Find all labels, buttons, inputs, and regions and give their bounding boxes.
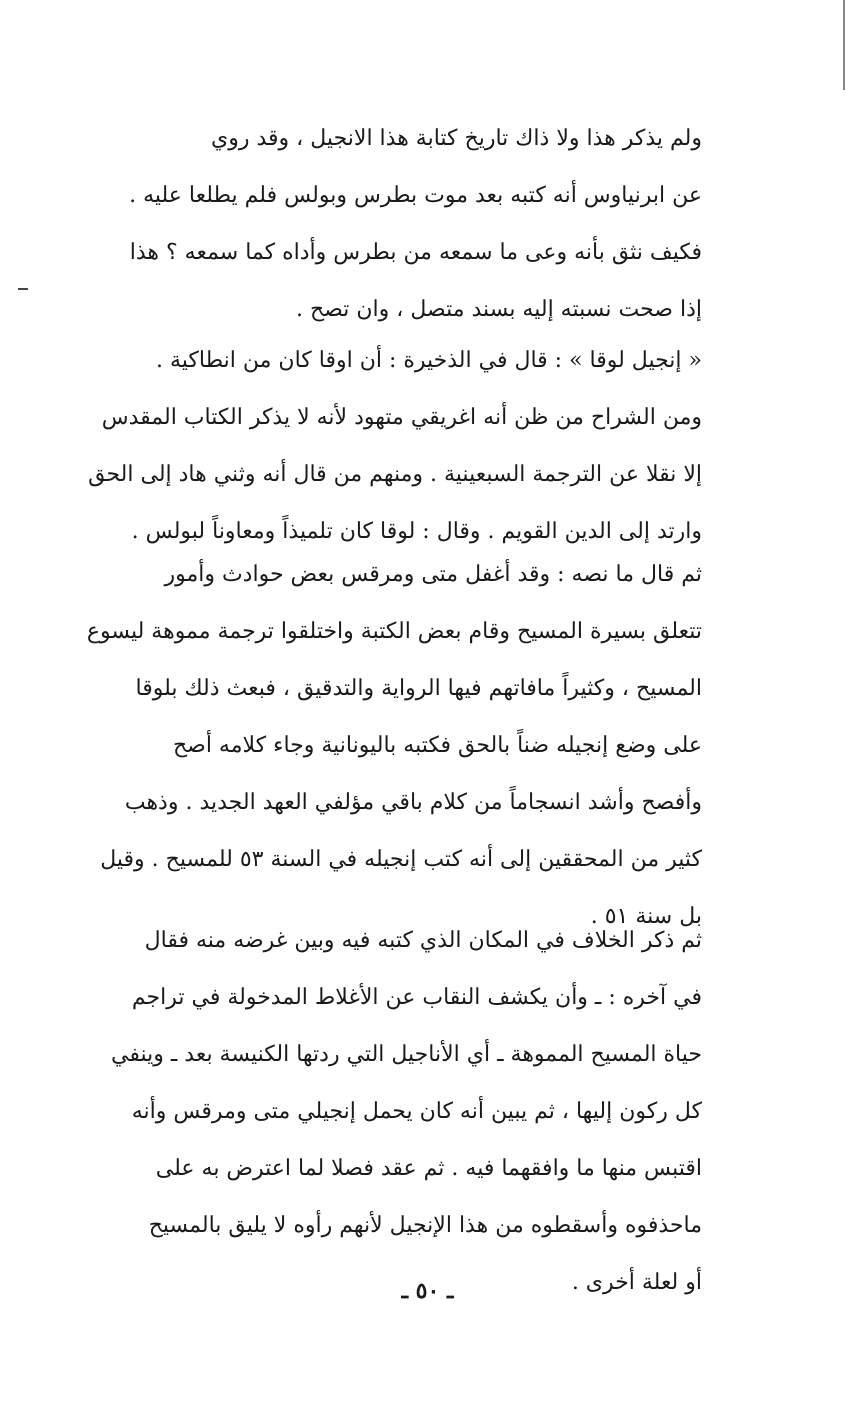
scan-speck [18, 288, 28, 290]
text-line: فكيف نثق بأنه وعى ما سمعه من بطرس وأداه كما سمعه ؟ هذا [129, 240, 702, 265]
page-number: ـ ٥٠ ـ [401, 1278, 454, 1304]
text-line: كل ركون إليها ، ثم يبين أنه كان يحمل إنجيلي متى ومرقس وأنه [131, 1099, 702, 1124]
text-line: ماحذفوه وأسقطوه من هذا الإنجيل لأنهم رأوه لا يليق بالمسيح [148, 1213, 702, 1238]
text-line: على وضع إنجيله ضناً بالحق فكتبه باليونانية وجاء كلامه أصح [172, 733, 702, 758]
text-line: كثير من المحققين إلى أنه كتب إنجيله في السنة ٥٣ للمسيح . وقيل [100, 847, 702, 872]
text-line: إلا نقلا عن الترجمة السبعينية . ومنهم من قال أنه وثني هاد إلى الحق [88, 462, 702, 487]
text-line: بل سنة ٥١ . [590, 904, 702, 929]
text-line: وارتد إلى الدين القويم . وقال : لوقا كان تلميذاً ومعاوناً لبولس . [131, 519, 702, 544]
text-line: في آخره : ـ وأن يكشف النقاب عن الأغلاط المدخولة في تراجم [131, 985, 702, 1010]
text-line: حياة المسيح المموهة ـ أي الأناجيل التي ردتها الكنيسة بعد ـ وينفي [111, 1042, 702, 1067]
text-line: أو لعلة أخرى . [571, 1270, 702, 1295]
scan-edge-mark [843, 0, 845, 90]
text-line: اقتبس منها ما وافقهما فيه . ثم عقد فصلا لما اعترض به على [155, 1156, 702, 1181]
text-line: إذا صحت نسبته إليه بسند متصل ، وان تصح . [295, 297, 702, 322]
text-line: تتعلق بسيرة المسيح وقام بعض الكتبة واختلقوا ترجمة مموهة ليسوع [86, 619, 702, 644]
text-line: ثم ذكر الخلاف في المكان الذي كتبه فيه وبين غرضه منه فقال [144, 928, 702, 953]
text-line: « إنجيل لوقا » : قال في الذخيرة : أن اوقا كان من انطاكية . [156, 348, 702, 373]
text-line: ثم قال ما نصه : وقد أغفل متى ومرقس بعض حوادث وأمور [164, 562, 702, 587]
paragraph-2 [66, 332, 702, 560]
text-line: المسيح ، وكثيراً مافاتهم فيها الرواية والتدقيق ، فبعث ذلك بلوقا [135, 676, 702, 701]
text-line: ومن الشراح من ظن أنه اغريقي متهود لأنه لا يذكر الكتاب المقدس [101, 405, 702, 430]
paragraph-3 [66, 546, 702, 945]
text-line: ولم يذكر هذا ولا ذاك تاريخ كتابة هذا الانجيل ، وقد روي [211, 126, 702, 151]
paragraph-4 [66, 912, 702, 1311]
paragraph-1 [66, 110, 702, 338]
text-line: عن ابرنياوس أنه كتبه بعد موت بطرس وبولس فلم يطلعا عليه . [129, 183, 702, 208]
text-line: وأفصح وأشد انسجاماً من كلام باقي مؤلفي العهد الجديد . وذهب [124, 790, 702, 815]
